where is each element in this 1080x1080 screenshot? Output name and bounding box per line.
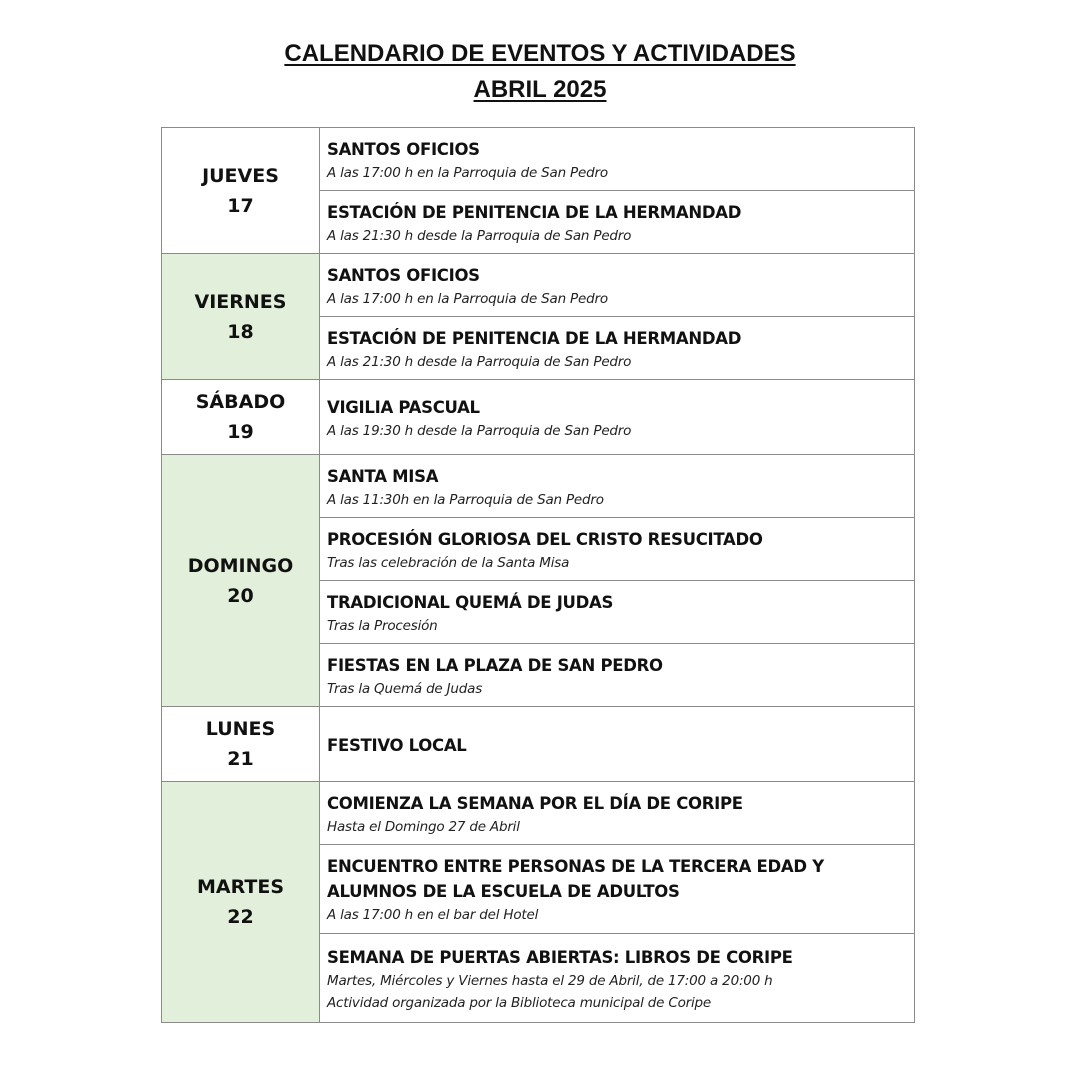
day-weekday: JUEVES (202, 164, 279, 187)
event-details: A las 17:00 h en el bar del Hotel (327, 907, 539, 923)
event-title: PROCESIÓN GLORIOSA DEL CRISTO RESUCITADO (327, 529, 763, 549)
event-details: Tras las celebración de la Santa Misa (327, 554, 570, 571)
table-row (162, 707, 915, 782)
event-details: Hasta el Domingo 27 de Abril (327, 818, 520, 835)
table-row (162, 128, 915, 191)
event-title: SEMANA DE PUERTAS ABIERTAS: LIBROS DE CORIPE (327, 947, 793, 967)
event-details: A las 17:00 h en la Parroquia de San Pedro (327, 290, 608, 307)
event-details: A las 21:30 h desde la Parroquia de San Pedro (327, 227, 632, 244)
event-cell (320, 644, 915, 707)
event-title: SANTOS OFICIOS (327, 265, 480, 285)
event-title: ENCUENTRO ENTRE PERSONAS DE LA TERCERA EDAD Y ALUMNOS DE LA ESCUELA DE ADULTOS (327, 857, 824, 901)
day-weekday: DOMINGO (187, 554, 294, 577)
event-details: A las 11:30h en la Parroquia de San Pedro (327, 491, 604, 508)
day-weekday: LUNES (205, 718, 276, 740)
table-row (162, 455, 915, 518)
document-header (0, 36, 1080, 108)
event-details: Actividad organizada por la Biblioteca municipal de Coripe (327, 994, 712, 1011)
day-weekday: SÁBADO (195, 391, 286, 413)
event-details: Martes, Miércoles y Viernes hasta el 29 de Abril, de 17:00 a 20:00 h (327, 972, 773, 989)
event-cell (320, 380, 915, 455)
events-calendar-table (161, 127, 915, 1023)
event-cell (320, 128, 915, 191)
event-cell (320, 845, 915, 934)
event-cell (320, 581, 915, 644)
day-date: 21 (227, 748, 254, 770)
event-title: FESTIVO LOCAL (327, 735, 467, 755)
event-details: A las 21:30 h desde la Parroquia de San Pedro (327, 353, 632, 370)
event-details: A las 19:30 h desde la Parroquia de San Pedro (327, 422, 632, 439)
event-details: Tras la Procesión (327, 617, 438, 634)
event-cell (320, 782, 915, 845)
event-title: SANTOS OFICIOS (327, 139, 480, 159)
event-title: SANTA MISA (327, 466, 439, 486)
day-cell-lunes (162, 707, 320, 782)
event-title: COMIENZA LA SEMANA POR EL DÍA DE CORIPE (327, 793, 743, 813)
page-title: CALENDARIO DE EVENTOS Y ACTIVIDADES (284, 40, 796, 67)
event-title: ESTACIÓN DE PENITENCIA DE LA HERMANDAD (327, 202, 742, 222)
event-cell (320, 191, 915, 254)
table-row (162, 380, 915, 455)
event-cell (320, 707, 915, 782)
day-cell-jueves (162, 128, 320, 254)
table-row (162, 782, 915, 845)
event-cell (320, 317, 915, 380)
event-details: A las 17:00 h en la Parroquia de San Pedro (327, 164, 608, 181)
table-row (162, 254, 915, 317)
event-cell (320, 455, 915, 518)
day-cell-domingo (162, 455, 320, 707)
day-date: 20 (227, 584, 254, 607)
page-subtitle: ABRIL 2025 (473, 76, 607, 103)
event-cell (320, 934, 915, 1023)
event-title: VIGILIA PASCUAL (327, 397, 480, 417)
event-title: ESTACIÓN DE PENITENCIA DE LA HERMANDAD (327, 328, 742, 348)
day-weekday: VIERNES (194, 290, 287, 313)
day-date: 22 (227, 906, 254, 928)
day-weekday: MARTES (196, 876, 284, 898)
day-cell-martes (162, 782, 320, 1023)
event-cell (320, 518, 915, 581)
day-date: 18 (227, 320, 254, 343)
event-details: Tras la Quemá de Judas (327, 680, 483, 697)
day-cell-sabado (162, 380, 320, 455)
day-cell-viernes (162, 254, 320, 380)
day-date: 17 (227, 194, 254, 217)
event-title: TRADICIONAL QUEMÁ DE JUDAS (327, 592, 614, 612)
event-cell (320, 254, 915, 317)
day-date: 19 (227, 421, 254, 443)
event-title: FIESTAS EN LA PLAZA DE SAN PEDRO (327, 655, 663, 675)
